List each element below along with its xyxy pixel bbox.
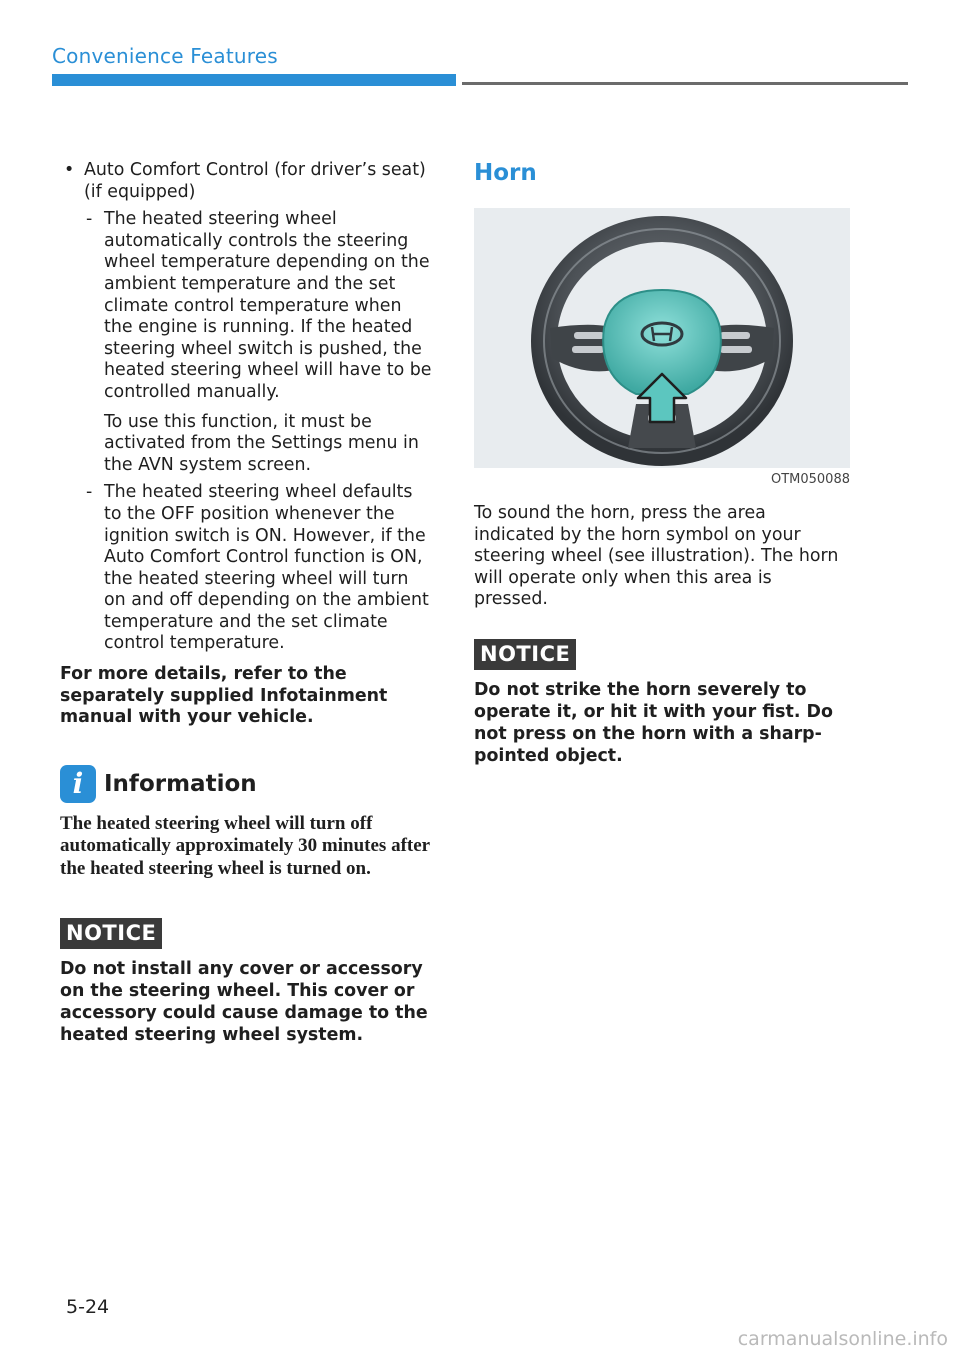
horn-instruction: To sound the horn, press the area indicated by the horn symbol on your steering wheel (see illustration). The horn will operate only when this area is pressed. (474, 503, 839, 610)
dash-item-1-text: The heated steering wheel automatically controls the steering wheel temperature depending on the ambient temperature and the set climate control temperature when the engine is running. If the heated steering wheel switch is pushed, the heated steering wheel will have to be controlled manually. (104, 209, 432, 402)
notice-label: NOTICE (60, 918, 162, 949)
header-accent-bar (52, 74, 456, 86)
dash-item-1 (60, 209, 435, 403)
dash-mark: - (86, 482, 93, 503)
header-rule (462, 82, 908, 85)
dash-mark: - (86, 209, 93, 230)
bullet-auto-comfort (60, 160, 435, 203)
information-heading (60, 765, 435, 803)
steering-wheel-illustration (474, 208, 850, 468)
information-title: Information (104, 770, 257, 797)
dash-item-1-followup: To use this function, it must be activated from the Settings menu in the AVN system screen. (104, 411, 419, 475)
notice-label: NOTICE (474, 639, 576, 670)
dash-item-2 (60, 482, 435, 655)
right-column (474, 160, 850, 767)
left-column (60, 160, 435, 1046)
notice-text: Do not install any cover or accessory on the steering wheel. This cover or accessory could cause damage to the heated steering wheel system. (60, 959, 428, 1046)
figure-code: OTM050088 (770, 472, 850, 487)
bullet-mark: • (64, 160, 75, 180)
info-icon: i (60, 765, 96, 803)
information-text: The heated steering wheel will turn off automatically approximately 30 minutes after the heated steering wheel is turned on. (60, 812, 430, 879)
page-number: 5-24 (66, 1296, 110, 1318)
section-header-title: Convenience Features (52, 44, 278, 68)
dash-item-2-text: The heated steering wheel defaults to the OFF position whenever the ignition switch is ON. However, if the Auto Comfort Control function is ON, the heated steering wheel will turn on and off depending on the ambient temperature and the set climate control temperature. (104, 482, 429, 654)
horn-section-title: Horn (474, 160, 537, 186)
more-details-note: For more details, refer to the separately supplied Infotainment manual with your vehicle. (60, 664, 388, 728)
watermark-link[interactable]: carmanualsonline.info (737, 1328, 948, 1350)
steering-wheel-figure (474, 208, 850, 468)
notice-text: Do not strike the horn severely to operate it, or hit it with your fist. Do not press on the horn with a sharp-pointed object. (474, 679, 833, 766)
bullet-text: Auto Comfort Control (for driver’s seat) (if equipped) (84, 160, 426, 202)
